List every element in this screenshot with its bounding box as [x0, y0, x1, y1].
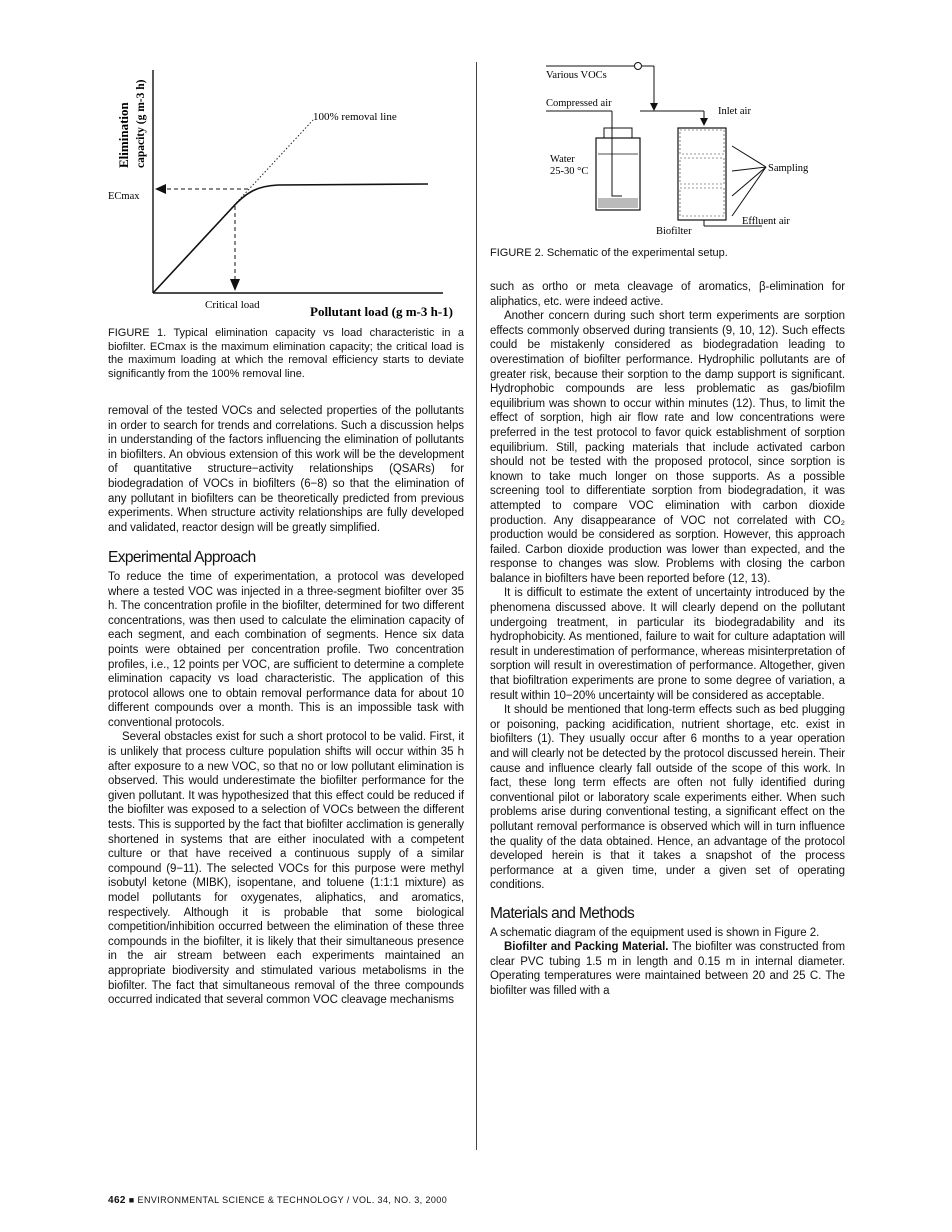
fig2-sample-arrow-2 [732, 167, 766, 171]
fig1-ecmax-label: ECmax [108, 191, 140, 202]
figure1-caption [108, 327, 464, 381]
fig1-ecmax-arrowhead [155, 184, 166, 194]
fig2-effluent-label: Effluent air [742, 216, 790, 227]
right-paragraph-4: It should be mentioned that long-term effects such as bed plugging or poisoning, packing acidification, nutrient shortage, etc. exist in biofilters (1). They usually occur after 6 months to a year operation and will clearly not be detected by the protocol discussed herein. Their cause and influence clearly fall outside of the scope of this work. In fact, these long term effects are often not fully identified during conventional pilot or laboratory scale experiments either. When such problems arise during conventional testing, a significant effect on the pollutant removal performance is observed which will in turn influence the quality of the data obtained. Hence, an advantage of the protocol developed herein is that it takes a snapshot of the process performance at a given time, under a given set of operating conditions. [490, 704, 845, 892]
right-paragraph-1: such as ortho or meta cleavage of aromatics, β-elimination for aliphatics, etc. were indeed active. [490, 281, 845, 308]
fig2-sample-arrow-1 [732, 146, 766, 167]
fig2-humidifier-neck [604, 128, 632, 138]
fig2-valve-icon [635, 63, 642, 70]
fig2-water-temp-label: 25-30 °C [550, 166, 589, 177]
fig1-ylabel-line2: capacity (g m-3 h) [135, 79, 147, 168]
fig1-ylabel-line1: Elimination [116, 102, 131, 168]
fig2-biofilter-column [678, 128, 726, 220]
fig2-water-label: Water [550, 154, 575, 165]
section-heading-experimental: Experimental Approach [108, 549, 256, 567]
left-paragraph-3: Several obstacles exist for such a short protocol to be valid. First, it is unlikely that process culture population shifts will occur within 35 h after exposure to a new VOC, so that no or low pollutant elimination is observed. This would underestimate the biofilter performance for the given pollutant. It was hypothesized that this effect could be reduced if the biofilter was exposed to a selection of VOCs between the different tests. This is supported by the fact that biofilter acclimation is generally shortened in systems that are either inoculated with a competent culture or that have received a continuous supply of a similar compound (9−11). The selected VOCs for this purpose were methyl isobutyl ketone (MIBK), isopentane, and toluene (1:1:1 mixture) as model pollutants for oxygenates, aliphatics, and aromatics, respectively. Although it is probable that some biological competition/inhibition occurred between the elimination of these three compounds in the biofilter, it is likely that their simultaneous presence in the air stream between each experiments maintained an appropriate biodiversity and stimulated various metabolisms in the biofilter. The fact that simultaneous removal of the three compounds occurred indicated that several common VOC cleavage mechanisms [108, 731, 464, 1007]
fig2-water-base [598, 198, 638, 208]
fig2-compressed-air-label: Compressed air [546, 98, 612, 109]
section-heading-materials: Materials and Methods [490, 904, 635, 922]
figure2-caption-label: FIGURE 2. [490, 247, 544, 259]
fig1-critical-arrowhead [230, 279, 240, 291]
fig1-removal-label: 100% removal line [313, 111, 397, 123]
right-paragraph-6-bold: Biofilter and Packing Material. [504, 941, 669, 954]
fig1-critical-label: Critical load [205, 299, 260, 311]
fig2-inlet-air-label: Inlet air [718, 106, 751, 117]
right-paragraph-6-text: The biofilter was constructed from clear PVC tubing 1.5 m in length and 0.15 m in internal diameter. Operating temperatures were maintained between 20 and 25 C. The biofilter was filled with a [490, 941, 845, 997]
page-footer [108, 1195, 447, 1206]
figure2-caption [490, 247, 845, 261]
right-body [490, 280, 845, 999]
journal-citation: ENVIRONMENTAL SCIENCE & TECHNOLOGY / VOL. 34, NO. 3, 2000 [137, 1195, 448, 1205]
figure1-caption-label: FIGURE 1. [108, 327, 167, 339]
left-paragraph-1: removal of the tested VOCs and selected properties of the pollutants in order to search for trends and correlations. Such a discussion helps in understanding of the factors influencing the elimination of pollutants in biofilters. An obvious extension of this work will be the development of quantitative structure−activity relationships (QSARs) for biodegradation of VOCs in biofilters (6−8) so that the elimination of any pollutant in biofilters can be theoretically predicted from previous experiments. When structure activity relationships are fully developed and validated, reactor design will be greatly simplified. [108, 405, 464, 534]
column-divider [476, 62, 477, 1150]
fig2-sparger [612, 132, 622, 196]
page-number: 462 [108, 1195, 126, 1206]
figure2-schematic [530, 58, 885, 238]
left-body [108, 404, 464, 1008]
fig2-biofilter-label: Biofilter [656, 226, 692, 237]
right-paragraph-2: Another concern during such short term experiments are sorption effects commonly observed during transients (9, 10, 12). Such effects could be mistakenly considered as biodegradation leading to overestimation of biofilter performance. Hydrophilic pollutants are of greater risk, because their sorption to the damp support is significant. Hydrophobic compounds are less problematic as gas/biofilm equilibrium was shown to occur within minutes (12). Thus, to limit the effect of sorption, high air flow rate and low concentrations were preferred in the test protocol to favor quick establishment of sorption equilibrium. Still, packing materials that include activated carbon should not be tested with the proposed protocol, since sorption is known to take much longer on those supports. As a possible screening tool to differentiate sorption from biodegradation, it was attempted to compare VOC elimination with carbon dioxide production. Any disappearance of VOC not correlated with CO₂ production would be considered as sorption. However, this approach failed. Carbon dioxide production was lower than expected, and the response to changes was slow. Problems with closing the carbon balance in biofilters have been reported before (12, 13). [490, 310, 845, 585]
right-paragraph-5: A schematic diagram of the equipment used is shown in Figure 2. [490, 926, 820, 939]
fig2-sampling-label: Sampling [768, 163, 809, 174]
fig1-xlabel: Pollutant load (g m-3 h-1) [310, 304, 453, 319]
fig1-ec-curve [153, 184, 428, 293]
right-paragraph-6 [490, 940, 845, 998]
figure1-caption-text: Typical elimination capacity vs load characteristic in a biofilter. ECmax is the maximum elimination capacity; the critical load is the maximum loading at which the removal efficiency starts to deviate significantly from the 100% removal line. [108, 327, 464, 380]
fig2-various-vocs-label: Various VOCs [546, 70, 607, 81]
figure2-caption-text: Schematic of the experimental setup. [546, 247, 728, 259]
fig2-vocs-arrowhead [650, 103, 658, 111]
footer-bullet: ■ [128, 1195, 135, 1205]
left-paragraph-2: To reduce the time of experimentation, a protocol was developed where a tested VOC was injected in a three-segment biofilter over 35 h. The concentration profile in the biofilter, determined for two different concentrations, was then used to calculate the elimination capacity of each segment, and each combination of segments. Hence six data points were obtained per concentration profile. Two concentration profiles, i.e., 12 points per VOC, are sufficient to determine a complete elimination capacity vs load characteristic. The application of this protocol allows one to obtain removal performance data for about 10 different compounds over a month. This is an impossible task with conventional protocols. [108, 570, 464, 729]
fig2-inlet-arrowhead [700, 118, 708, 126]
right-paragraph-3: It is difficult to estimate the extent of uncertainty introduced by the phenomena discussed above. It will clearly depend on the pollutant undergoing treatment, in particular its biodegradability and its hydrophobicity. As mentioned, failure to wait for culture adaptation will result in underestimation of performance, whereas misinterpretation of sorption will result in overestimation of performance. Altogether, given that biofiltration experiments are prone to some degree of variation, a result within 10−20% uncertainty will be considered as acceptable. [490, 587, 845, 702]
